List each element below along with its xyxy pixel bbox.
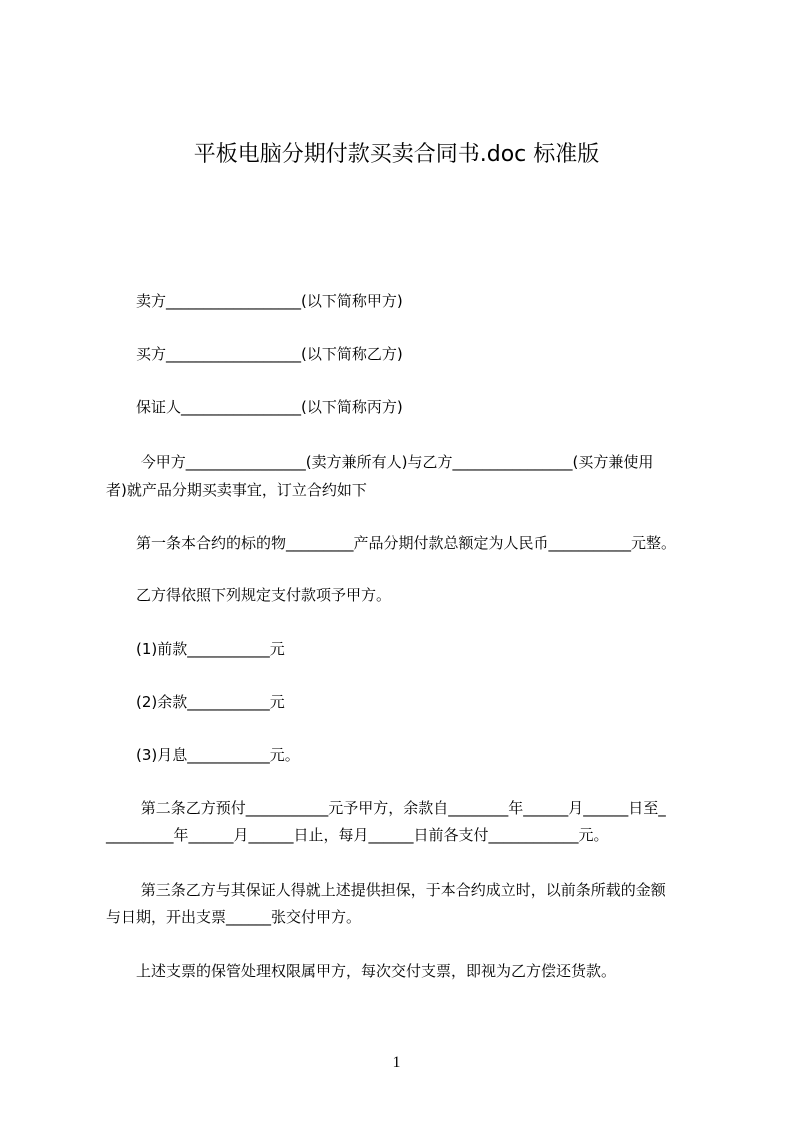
- article-3-line-2: 与日期，开出支票______张交付甲方。: [106, 908, 362, 926]
- item-1-line: (1)前款___________元: [106, 640, 285, 658]
- payment-intro-line: 乙方得依照下列规定支付款项予甲方。: [106, 586, 392, 604]
- cheque-clause-line: 上述支票的保管处理权限属甲方，每次交付支票，即视为乙方偿还货款。: [106, 962, 617, 980]
- document-title: 平板电脑分期付款买卖合同书.doc 标准版: [193, 142, 600, 167]
- page-number: 1: [392, 1054, 401, 1071]
- preamble-line-2: 者)就产品分期买卖事宜，订立合约如下: [106, 481, 367, 499]
- article-3-line-1: 第三条乙方与其保证人得就上述提供担保，于本合约成立时，以前条所载的金额: [106, 881, 666, 899]
- buyer-line: 买方__________________(以下简称乙方): [106, 345, 403, 363]
- article-2-line-1: 第二条乙方预付___________元予甲方，余款自________年______月______日至_: [106, 799, 666, 817]
- article-1-line: 第一条本合约的标的物_________产品分期付款总额定为人民币___________元整。: [106, 534, 677, 552]
- seller-line: 卖方__________________(以下简称甲方): [106, 292, 403, 310]
- article-2-line-2: _________年______月______日止，每月______日前各支付____________元。: [106, 826, 609, 844]
- item-3-line: (3)月息___________元。: [106, 746, 300, 764]
- guarantor-line: 保证人________________(以下简称丙方): [106, 398, 403, 416]
- preamble-line-1: 今甲方________________(卖方兼所有人)与乙方________________(买方兼使用: [106, 453, 654, 471]
- item-2-line: (2)余款___________元: [106, 693, 285, 711]
